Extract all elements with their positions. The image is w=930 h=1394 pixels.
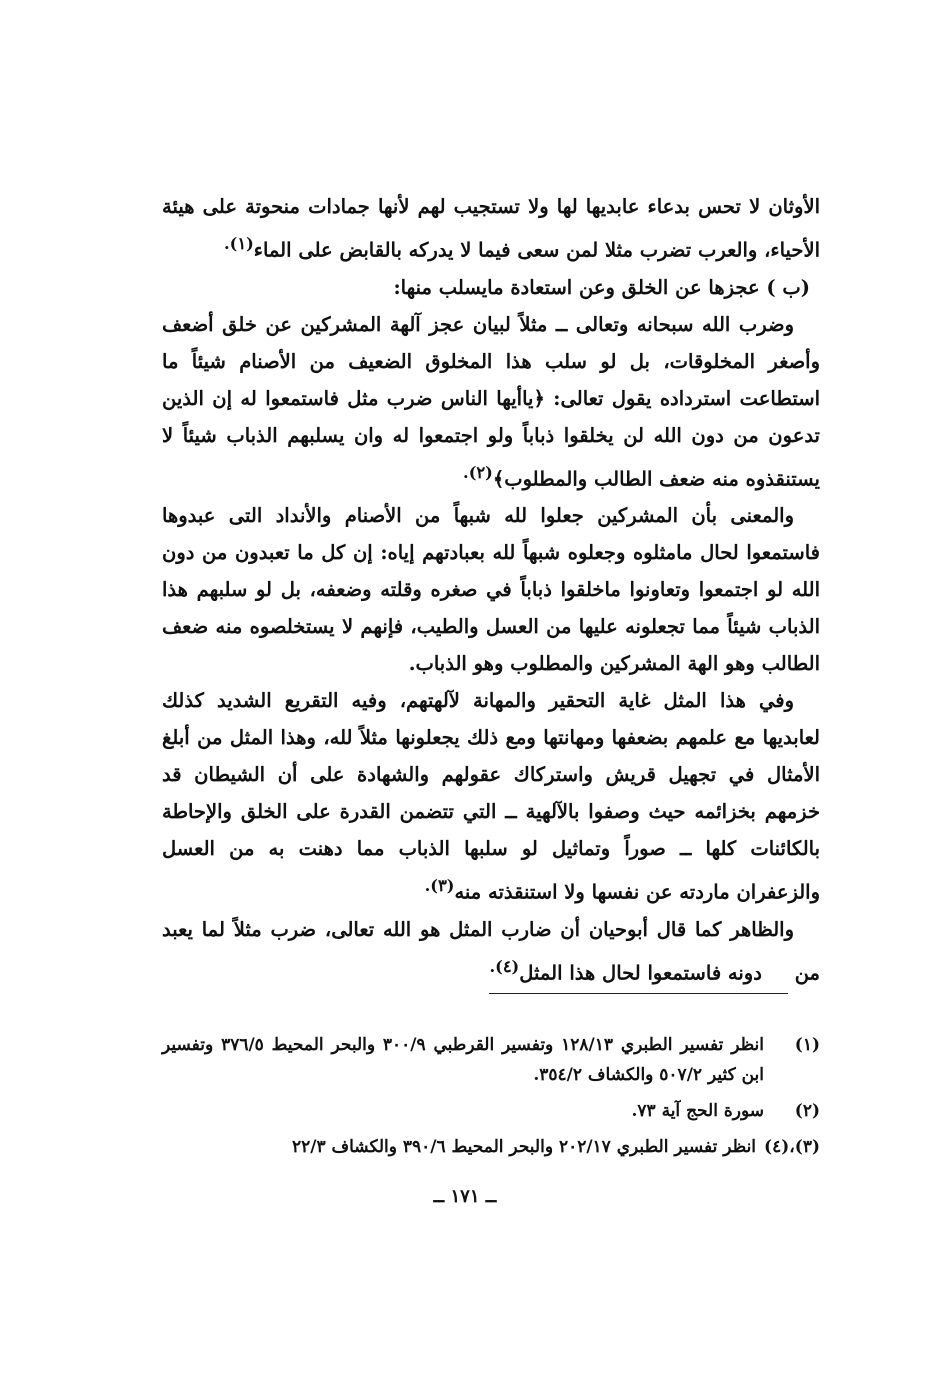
paragraph-4: وفي هذا المثل غاية التحقير والمهانة لآلهتهم، وفيه التقريع الشديد كذلك لعابديها مع علمهم بضعفها ومهانتها ومع ذلك يجعلونها مثلاً لله، وهذا المثل من أبلغ الأمثال في تجهيل قريش واستركاك عقولهم والشهادة على أن الشيطان قد خزمهم بخزائمه حيث وصفوا بالآلهية ــ التي تتضمن القدرة على الخلق والإحاطة بالكائنات كلها ــ صوراً وتماثيل لو سلبها الذباب مما دهنت به من العسل والزعفران ماردته عن نفسها ولا استنقذته منه$^{(٣).}$ — [162, 689, 820, 904]
paragraph-3: والمعنى بأن المشركين جعلوا لله شبهاً من الأصنام والأنداد التى عبدوها فاستمعوا لحال مامثلوه وجعلوه شبهاً لله بعبادتهم إياه: إن كل ما تعبدون من دون الله لو اجتمعوا وتعاونوا ماخلقوا ذباباً في صغره وقلته وضعفه، بل لو سلبهم هذا الذباب شيئاً مما تجعلونه عليها من العسل والطيب، فإنهم لا يستخلصوه منه ضعف الطالب وهو الهة المشركين والمطلوب وهو الذباب. — [162, 504, 820, 675]
main-text — [162, 188, 820, 994]
last-line-underlined: دونه فاستمعوا لحال هذا المثل$^{(٤).}$ — [489, 948, 787, 995]
paragraph-1: الأوثان لا تحس بدعاء عابديها لها ولا تستجيب لهم لأنها جمادات منحوتة على هيئة الأحياء، والعرب تضرب مثلا لمن سعى فيما لا يدركه بالقابض على الماء$^{(١).}$ — [162, 195, 820, 262]
footnotes — [162, 1030, 820, 1168]
footnote-text: انظر تفسير الطبري ٢٠٢/١٧ والبحر المحيط ٣٩٠/٦ والكشاف ٢٢/٣ — [291, 1137, 757, 1157]
footnote-number: (٣)،(٤) — [764, 1137, 820, 1157]
footnote-ref-2: (٢). — [463, 462, 493, 482]
footnote-text: سورة الحج آية ٧٣. — [631, 1101, 764, 1121]
paragraph-5: والظاهر كما قال أبوحيان أن ضارب المثل هو الله تعالى، ضرب مثلاً لما يعبد من دونه فاستمعوا لحال هذا المثل$^{(٤).}$ — [162, 911, 820, 995]
paragraph-2: وضرب الله سبحانه وتعالى ــ مثلاً لبيان عجز آلهة المشركين عن خلق أضعف وأصغر المخلوقات، بل لو سلب هذا المخلوق الضعيف من الأصنام شيئاً ما استطاعت استرداده يقول تعالى: ﴿ياأيها الناس ضرب مثل فاستمعوا له إن الذين تدعون من دون الله لن يخلقوا ذباباً ولو اجتمعوا له وان يسلبهم الذباب شيئاً لا يستنقذوه منه ضعف الطالب والمطلوب﴾$^{(٢).}$ — [162, 312, 820, 490]
footnote-number: (١) — [794, 1035, 820, 1055]
footnote-3 — [162, 1132, 820, 1162]
footnote-ref-4: (٤). — [489, 956, 520, 976]
footnote-number: (٢) — [794, 1101, 820, 1121]
footnote-1 — [162, 1030, 820, 1090]
page-number: ــ ١٧١ ــ — [433, 1186, 497, 1207]
footnote-ref-1: (١). — [223, 234, 254, 253]
section-heading: (ب ) عجزها عن الخلق وعن استعادة مايسلب منها: — [393, 275, 810, 299]
quran-verse: ﴿ياأيها الناس ضرب مثل فاستمعوا له إن الذين تدعون من دون الله لن يخلقوا ذباباً ولو اجتمعوا له وان يسلبهم الذباب شيئاً لا يستنقذوه منه ضعف الطالب والمطلوب﴾ — [162, 386, 820, 490]
footnote-text: انظر تفسير الطبري ١٢٨/١٣ وتفسير القرطبي ٣٠٠/٩ والبحر المحيط ٣٧٦/٥ وتفسير ابن كثير ٥٠٧/٢ والكشاف ٣٥٤/٢. — [162, 1035, 764, 1085]
footnote-ref-3: (٣). — [424, 876, 455, 895]
footnote-2 — [162, 1096, 820, 1126]
